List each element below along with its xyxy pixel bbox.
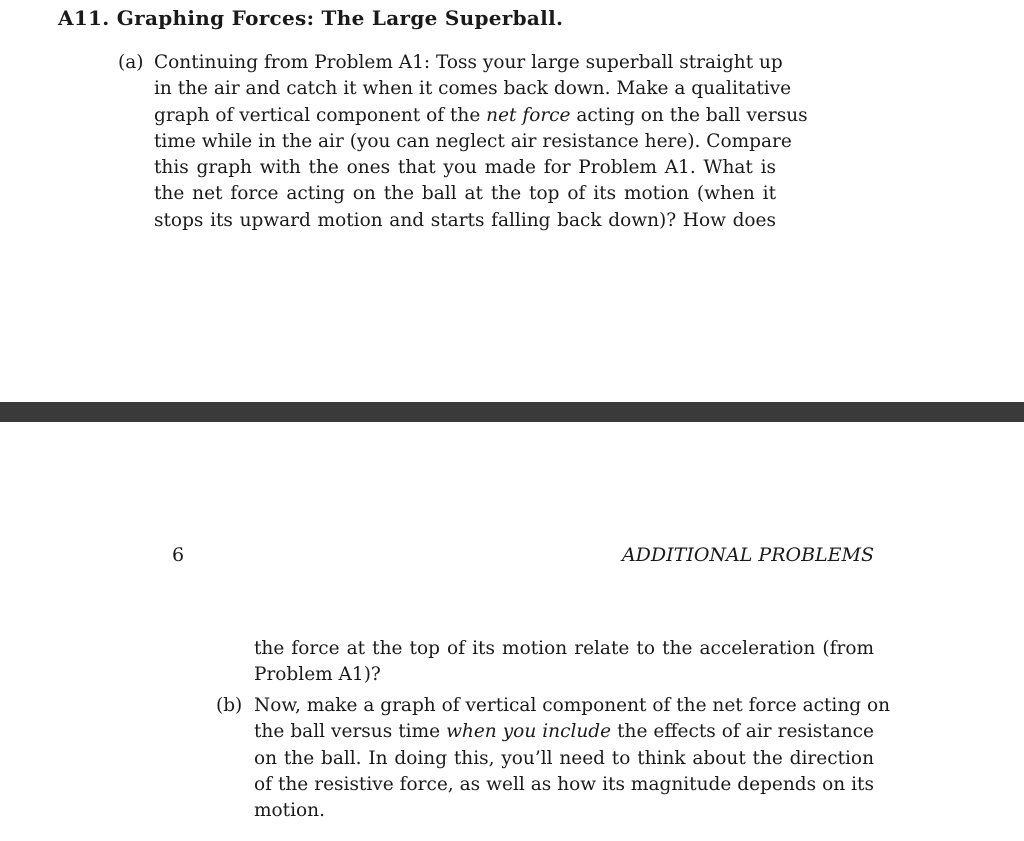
text-line (154, 103, 808, 129)
text-span: the ball versus time (254, 721, 447, 743)
page-top (0, 0, 1024, 402)
text-line: this graph with the ones that you made for Problem A1. What is (154, 157, 776, 179)
text-line: the net force acting on the ball at the top of its motion (when it (154, 183, 776, 205)
part-b-paragraph (254, 693, 891, 824)
text-span: the effects of air resistance (611, 721, 874, 743)
text-line: Now, make a graph of vertical component of the net force acting on (254, 695, 891, 716)
text-line: in the air and catch it when it comes back down. Make a qualitative (154, 78, 792, 100)
text-span: acting on the ball versus (570, 104, 808, 126)
part-a-continued (254, 636, 874, 689)
text-line: of the resistive force, as well as how its magnitude depends on its (254, 773, 874, 795)
problem-title: A11. Graphing Forces: The Large Superball. (58, 6, 564, 30)
text-line: time while in the air (you can neglect air resistance here). Compare (154, 130, 792, 152)
text-span: graph of vertical component of the (154, 104, 487, 126)
page-bottom (0, 422, 1024, 841)
text-line (254, 719, 874, 745)
page-number: 6 (172, 544, 185, 566)
part-a-label: (a) (118, 52, 144, 73)
text-line: motion. (254, 800, 325, 822)
text-line: Problem A1)? (254, 664, 381, 686)
running-header: ADDITIONAL PROBLEMS (621, 544, 874, 566)
page-separator (0, 402, 1024, 422)
part-a-paragraph (154, 50, 808, 234)
emphasis-net-force: net force (486, 104, 571, 126)
text-line: on the ball. In doing this, you’ll need to think about the direction (254, 747, 874, 769)
text-line: the force at the top of its motion relate to the acceleration (from (254, 638, 874, 659)
text-line: Continuing from Problem A1: Toss your large superball straight up (154, 52, 783, 73)
emphasis-when-you-include: when you include (446, 721, 612, 743)
text-line: stops its upward motion and starts falling back down)? How does (154, 209, 776, 231)
part-b-label: (b) (216, 695, 243, 716)
